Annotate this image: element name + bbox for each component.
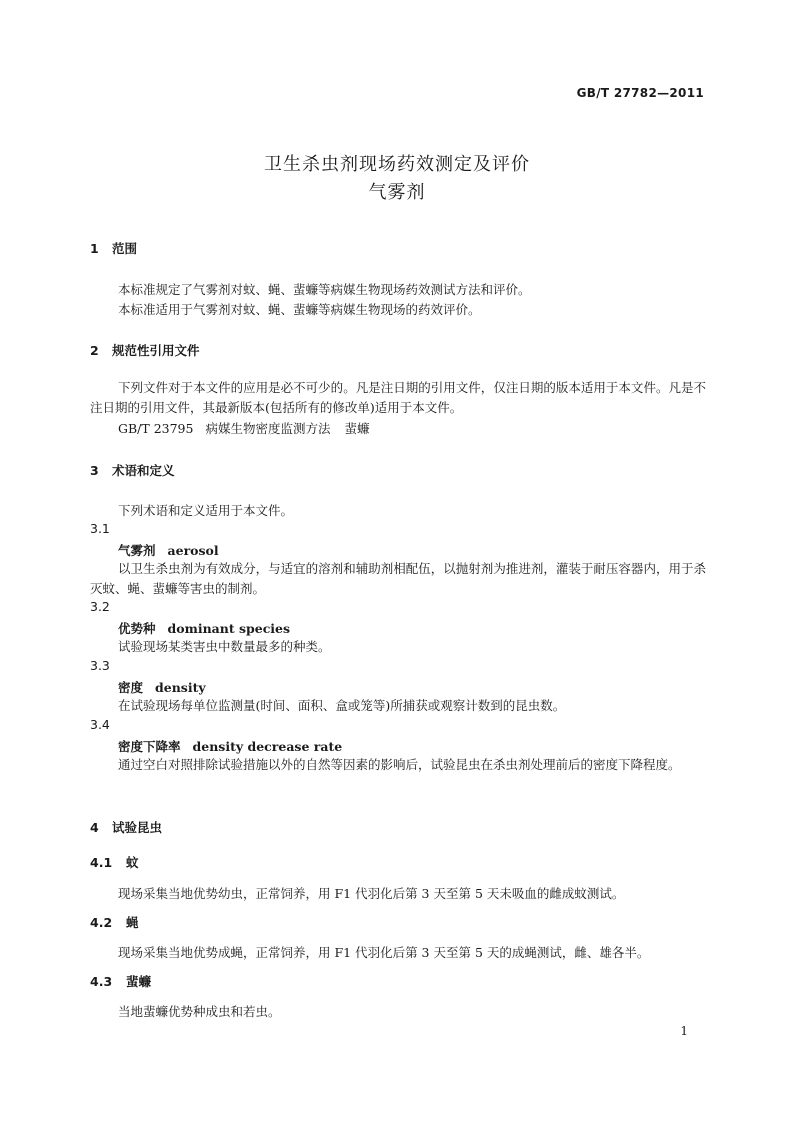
term-number: 3.1 (90, 521, 110, 536)
term-en: density decrease rate (192, 739, 343, 754)
document-subtitle: 气雾剂 (368, 182, 426, 203)
document-title: 卫生杀虫剂现场药效测定及评价 (264, 154, 530, 175)
term-zh: 密度下降率 (118, 739, 181, 754)
section-number: 1 (90, 241, 99, 256)
term-en: dominant species (167, 621, 291, 636)
term-title (118, 678, 206, 696)
term-en: density (155, 680, 206, 695)
term-number: 3.2 (90, 599, 110, 614)
term-definition: 试验现场某类害虫中数量最多的种类。 (118, 639, 331, 654)
section-title: 规范性引用文件 (112, 343, 200, 358)
subsection-title: 蚊 (126, 855, 139, 870)
term-title (118, 737, 342, 755)
term-number: 3.3 (90, 658, 110, 673)
document-code: GB/T 27782—2011 (576, 86, 704, 100)
section-number: 4 (90, 820, 99, 835)
section-title: 术语和定义 (112, 463, 175, 478)
paragraph-line: 下列术语和定义适用于本文件。 (118, 503, 294, 518)
page-number: 1 (680, 1024, 688, 1038)
section-heading-2 (90, 341, 200, 359)
paragraph: 下列文件对于本文件的应用是必不可少的。凡是注日期的引用文件，仅注日期的版本适用于本文件。凡是不注日期的引用文件，其最新版本(包括所有的修改单)适用于本文件。 (90, 380, 706, 415)
section-number: 3 (90, 463, 99, 478)
term-title (118, 619, 290, 637)
section-heading-1 (90, 239, 137, 257)
term-en: aerosol (167, 543, 219, 558)
reference-name: 病媒生物密度监测方法 (205, 421, 331, 436)
subsection-heading (90, 972, 151, 990)
term-definition: 以卫生杀虫剂为有效成分，与适宜的溶剂和辅助剂相配伍，以抛射剂为推进剂，灌装于耐压容器内，用于杀灭蚊、蝇、蜚蠊等害虫的制剂。 (90, 561, 706, 596)
term-title (118, 541, 219, 559)
term-zh: 气雾剂 (118, 543, 156, 558)
section-title: 试验昆虫 (112, 820, 163, 835)
term-definition: 通过空白对照排除试验措施以外的自然等因素的影响后，试验昆虫在杀虫剂处理前后的密度下降程度。 (118, 757, 681, 772)
paragraph-line: 当地蜚蠊优势种成虫和若虫。 (118, 1004, 281, 1019)
paragraph-line: 现场采集当地优势成蝇，正常饲养，用 F1 代羽化后第 3 天至第 5 天的成蝇测试，雌、雄各半。 (118, 945, 650, 960)
section-heading-3 (90, 461, 175, 479)
normative-reference (118, 419, 370, 437)
reference-code: GB/T 23795 (118, 421, 194, 436)
term-zh: 优势种 (118, 621, 156, 636)
subsection-number: 4.1 (90, 855, 113, 870)
subsection-heading (90, 853, 139, 871)
subsection-heading (90, 913, 139, 931)
section-number: 2 (90, 343, 99, 358)
subsection-title: 蝇 (126, 915, 139, 930)
subsection-number: 4.2 (90, 915, 113, 930)
section-heading-4 (90, 818, 162, 836)
section-title: 范围 (112, 241, 138, 256)
subsection-title: 蜚蠊 (126, 974, 152, 989)
term-definition: 在试验现场每单位监测量(时间、面积、盒或笼等)所捕获或观察计数到的昆虫数。 (118, 698, 566, 713)
reference-part: 蜚蠊 (344, 421, 370, 436)
paragraph-line: 本标准规定了气雾剂对蚊、蝇、蜚蠊等病媒生物现场药效测试方法和评价。 (118, 282, 531, 297)
term-zh: 密度 (118, 680, 144, 695)
term-number: 3.4 (90, 717, 110, 732)
paragraph-line: 本标准适用于气雾剂对蚊、蝇、蜚蠊等病媒生物现场的药效评价。 (118, 302, 481, 317)
subsection-number: 4.3 (90, 974, 113, 989)
paragraph-line: 现场采集当地优势幼虫，正常饲养，用 F1 代羽化后第 3 天至第 5 天未吸血的雌成蚊测试。 (118, 886, 625, 901)
